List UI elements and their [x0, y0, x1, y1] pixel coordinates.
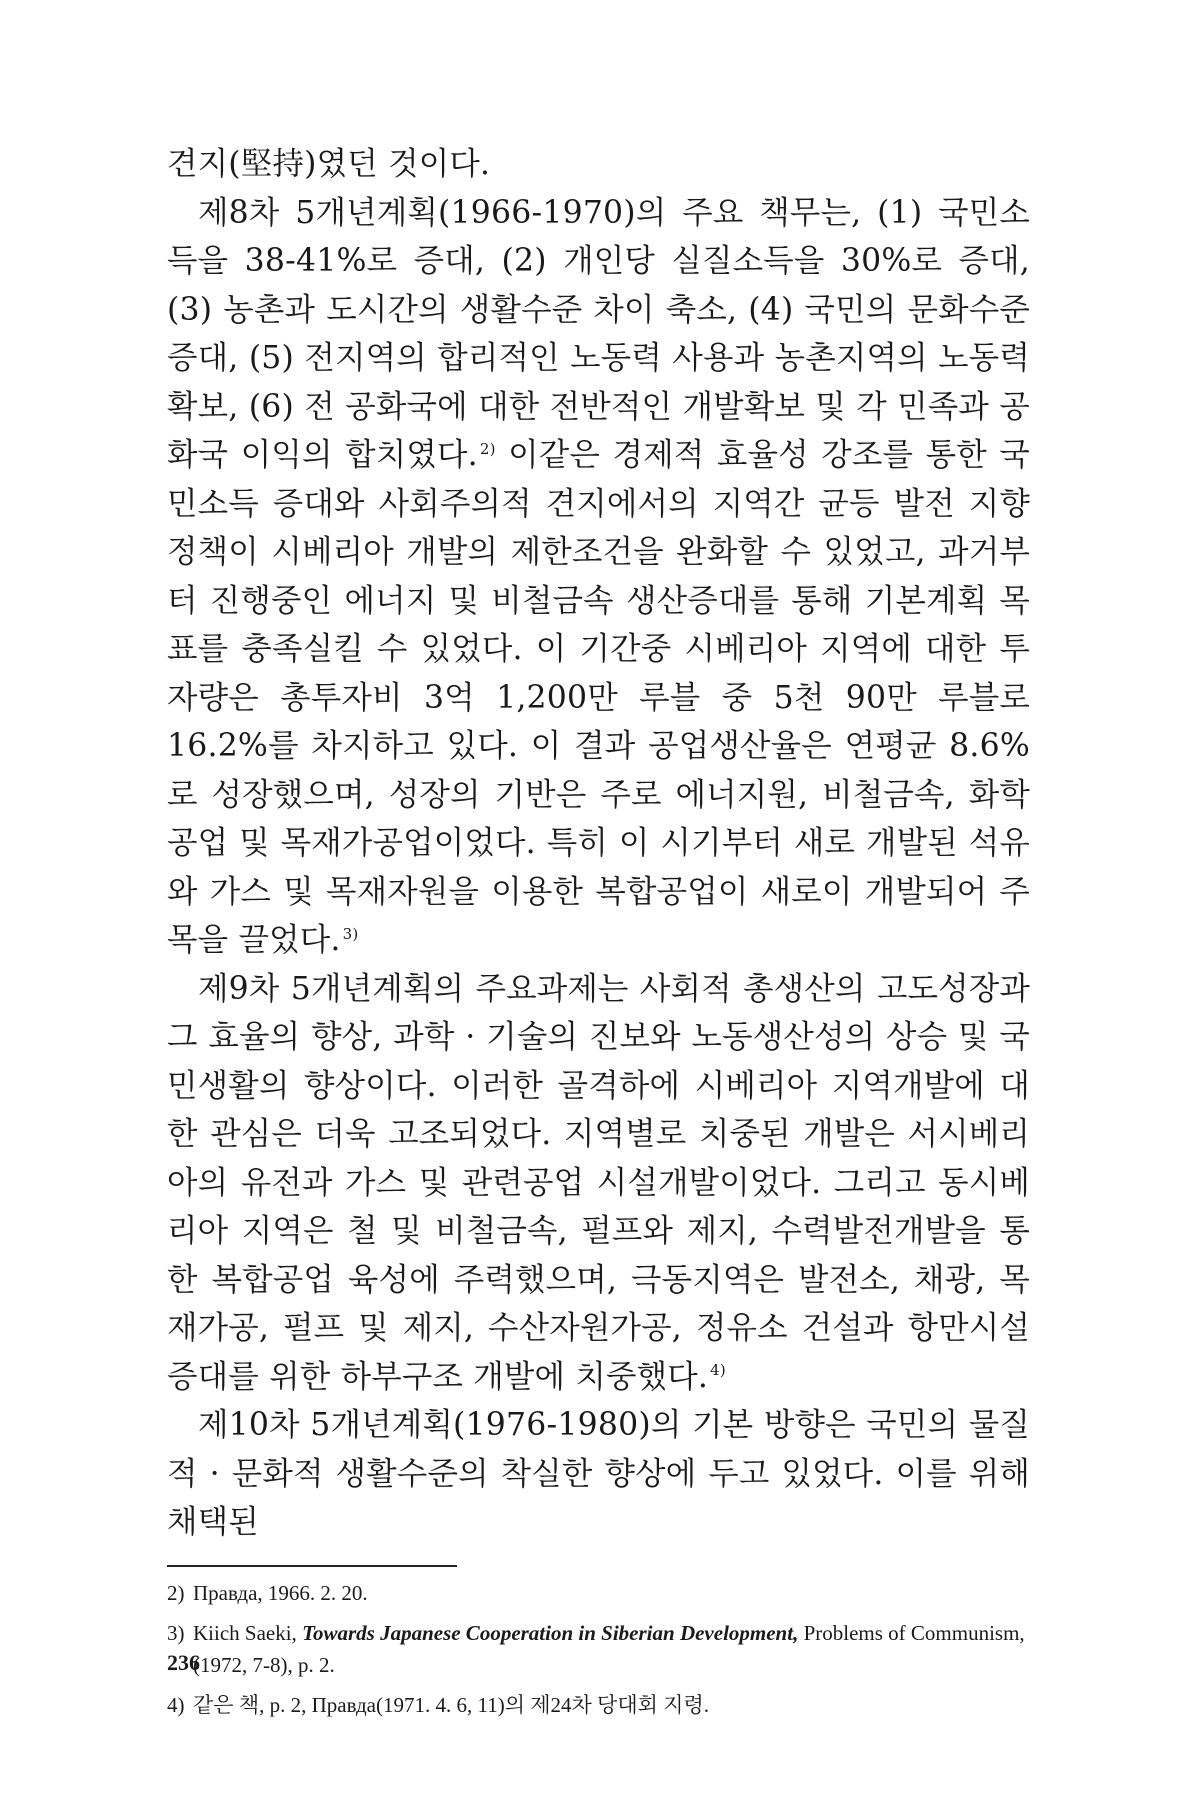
- footnote-3: [167, 1617, 1030, 1681]
- footnote-title: Towards Japanese Cooperation in Siberian Development,: [302, 1620, 799, 1645]
- paragraph-3-text: 제9차 5개년계획의 주요과제는 사회적 총생산의 고도성장과 그 효율의 향상, 과학 · 기술의 진보와 노동생산성의 상승 및 국민생활의 향상이다. 이러한 골격하에 시베리아 지역개발에 대한 관심은 더욱 고조되었다. 지역별로 치중된 개발은 서시베리아의 유전과 가스 및 관련공업 시설개발이었다. 그리고 동시베리아 지역은 철 및 비철금속, 펄프와 제지, 수력발전개발을 통한 복합공업 육성에 주력했으며, 극동지역은 발전소, 채광, 목재가공, 펄프 및 제지, 수산자원가공, 정유소 건설과 항만시설 증대를 위한 하부구조 개발에 치중했다.: [167, 970, 1030, 1395]
- footnote-text: 같은 책, p. 2, Правда(1971. 4. 6, 11)의 제24차 당대회 지령.: [193, 1692, 709, 1717]
- footnote-4: [167, 1689, 1030, 1721]
- paragraph-2: [167, 189, 1030, 965]
- paragraph-3: [167, 965, 1030, 1402]
- footnote-text: Правда, 1966. 2. 20.: [193, 1580, 368, 1605]
- footnote-number: 4): [167, 1692, 185, 1717]
- body-text: [167, 140, 1030, 1547]
- paragraph-2-part-a: 제8차 5개년계획(1966-1970)의 주요 책무는, (1) 국민소득을 38-41%로 증대, (2) 개인당 실질소득을 30%로 증대, (3) 농촌과 도시간의 생활수준 차이 축소, (4) 국민의 문화수준 증대, (5) 전지역의 합리적인 노동력 사용과 농촌지역의 노동력 확보, (6) 전 공화국에 대한 전반적인 개발확보 및 각 민족과 공화국 이익의 합치였다.: [167, 194, 1030, 473]
- footnote-ref-3: 3): [342, 924, 359, 943]
- footnote-text: [193, 1617, 1030, 1681]
- paragraph-1: 견지(堅持)였던 것이다.: [167, 146, 491, 182]
- footnote-divider: [167, 1565, 457, 1567]
- footnotes: [167, 1577, 1030, 1721]
- page-number: 236: [167, 1650, 200, 1675]
- footnote-number: 2): [167, 1580, 185, 1605]
- footnote-ref-2: 2): [479, 439, 496, 458]
- footnote-source: Problems of Communism, (1972, 7-8), p. 2.: [193, 1620, 1025, 1677]
- footnote-2: [167, 1577, 1030, 1609]
- footnote-author: Kiich Saeki,: [193, 1620, 303, 1645]
- paragraph-4: 제10차 5개년계획(1976-1980)의 기본 방향은 국민의 물질적 · 문화적 생활수준의 착실한 향상에 두고 있었다. 이를 위해 채택된: [167, 1407, 1030, 1540]
- footnote-number: 3): [167, 1620, 185, 1645]
- footnote-ref-4: 4): [710, 1361, 726, 1379]
- paragraph-2-part-b: 이같은 경제적 효율성 강조를 통한 국민소득 증대와 사회주의적 견지에서의 지역간 균등 발전 지향정책이 시베리아 개발의 제한조건을 완화할 수 있었고, 과거부터 진행중인 에너지 및 비철금속 생산증대를 통해 기본계획 목표를 충족실킬 수 있었다. 이 기간중 시베리아 지역에 대한 투자량은 총투자비 3억 1,200만 루블 중 5천 90만 루블로 16.2%를 차지하고 있다. 이 결과 공업생산율은 연평균 8.6%로 성장했으며, 성장의 기반은 주로 에너지원, 비철금속, 화학공업 및 목재가공업이었다. 특히 이 시기부터 새로 개발된 석유와 가스 및 목재자원을 이용한 복합공업이 새로이 개발되어 주목을 끌었다.: [167, 437, 1030, 958]
